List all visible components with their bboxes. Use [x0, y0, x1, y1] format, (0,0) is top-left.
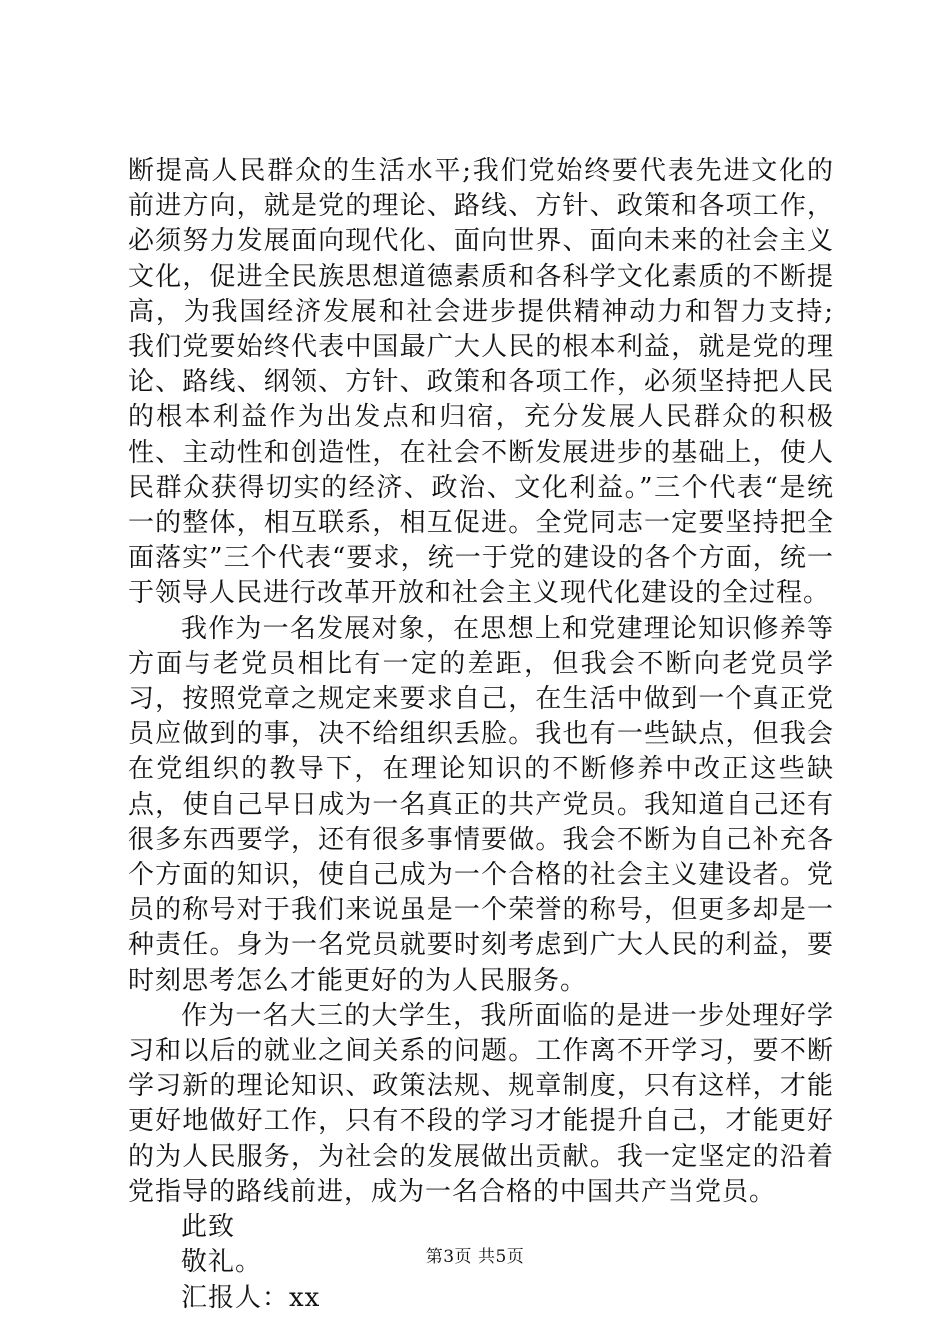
paragraph-self-assessment: 我作为一名发展对象，在思想上和党建理论知识修养等方面与老党员相比有一定的差距，但我会不断向老党员学习，按照党章之规定来要求自己，在生活中做到一个真正党员应做到的事，决不给组织丢脸。我也有一些缺点，但我会在党组织的教导下，在理论知识的不断修养中改正这些缺点，使自己早日成为一名真正的共产党员。我知道自己还有很多东西要学，还有很多事情要做。我会不断为自己补充各个方面的知识，使自己成为一个合格的社会主义建设者。党员的称号对于我们来说虽是一个荣誉的称号，但更多却是一种责任。身为一名党员就要时刻考虑到广大人民的利益，要时刻思考怎么才能更好的为人民服务。: [128, 613, 834, 996]
paragraph-continuation: 断提高人民群众的生活水平;我们党始终要代表先进文化的前进方向，就是党的理论、路线、方针、政策和各项工作，必须努力发展面向现代化、面向世界、面向未来的社会主义文化，促进全民族思想道德素质和各科学文化素质的不断提高，为我国经济发展和社会进步提供精神动力和智力支持;我们党要始终代表中国最广大人民的根本利益，就是党的理论、路线、纲领、方针、政策和各项工作，必须坚持把人民的根本利益作为出发点和归宿，充分发展人民群众的积极性、主动性和创造性，在社会不断发展进步的基础上，使人民群众获得切实的经济、政治、文化利益。”三个代表“是统一的整体，相互联系，相互促进。全党同志一定要坚持把全面落实”三个代表“要求，统一于党的建设的各个方面，统一于领导人民进行改革开放和社会主义现代化建设的全过程。: [128, 156, 834, 609]
closing-salutation: 此致: [181, 1212, 236, 1243]
document-body: [128, 154, 834, 1316]
page-number-footer: 第3页 共5页: [425, 1247, 525, 1267]
closing-reporter: 汇报人：xx: [181, 1282, 321, 1313]
closing-regards: 敬礼。: [181, 1247, 263, 1278]
paragraph-study-commitment: 作为一名大三的大学生，我所面临的是进一步处理好学习和以后的就业之间关系的问题。工作离不开学习，要不断学习新的理论知识、政策法规、规章制度，只有这样，才能更好地做好工作，只有不段的学习才能提升自己，才能更好的为人民服务，为社会的发展做出贡献。我一定坚定的沿着党指导的路线前进，成为一名合格的中国共产当党员。: [128, 1000, 834, 1207]
